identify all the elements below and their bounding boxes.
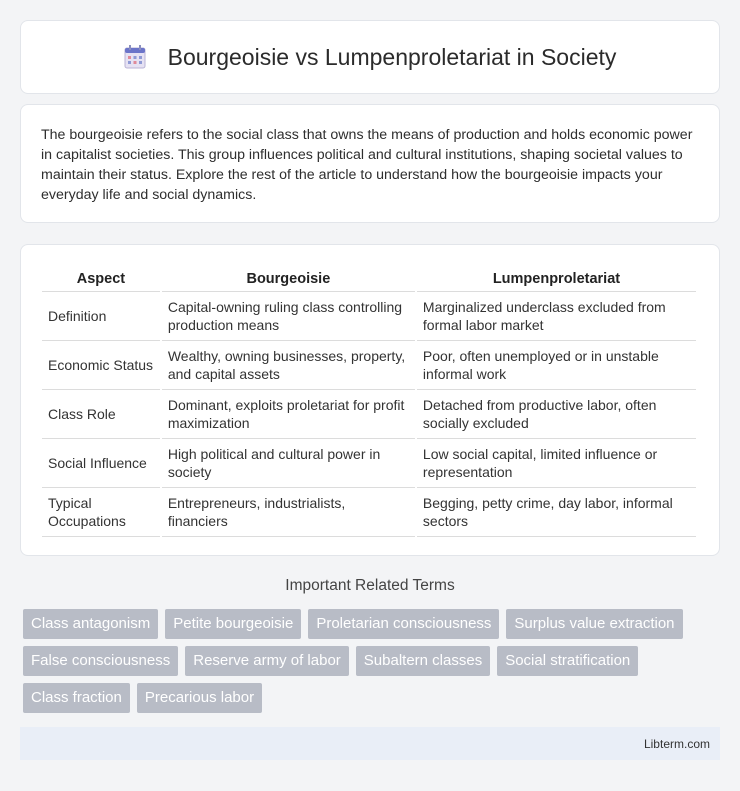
row-aspect: Definition [42,292,160,341]
footer-site-link[interactable]: Libterm.com [643,737,710,751]
tag-reserve-army-of-labor[interactable]: Reserve army of labor [185,646,349,676]
title-wrap [124,44,617,71]
tag-petite-bourgeoisie[interactable]: Petite bourgeoisie [165,609,301,639]
tag-precarious-labor[interactable]: Precarious labor [137,683,262,713]
row-lumpenproletariat: Detached from productive labor, often socially excluded [417,390,696,439]
table-row [42,488,696,537]
comparison-table-card [20,244,720,556]
tag-proletarian-consciousness[interactable]: Proletarian consciousness [308,609,499,639]
intro-card [20,104,720,223]
row-lumpenproletariat: Poor, often unemployed or in unstable informal work [417,341,696,390]
row-lumpenproletariat: Low social capital, limited influence or representation [417,439,696,488]
footer [20,727,720,760]
header-bourgeoisie: Bourgeoisie [162,265,415,292]
row-aspect: Typical Occupations [42,488,160,537]
row-lumpenproletariat: Marginalized underclass excluded from formal labor market [417,292,696,341]
row-bourgeoisie: High political and cultural power in society [162,439,415,488]
row-aspect: Social Influence [42,439,160,488]
row-bourgeoisie: Dominant, exploits proletariat for profit maximization [162,390,415,439]
table-header-row [42,265,696,292]
header-card [20,20,720,94]
row-lumpenproletariat: Begging, petty crime, day labor, informal sectors [417,488,696,537]
table-row [42,341,696,390]
header-lumpenproletariat: Lumpenproletariat [417,265,696,292]
intro-text: The bourgeoisie refers to the social class that owns the means of production and holds economic power in capitalist societies. This group influences political and cultural institutions, shaping societal values to maintain their status. Explore the rest of the article to understand how the bourgeoisie impacts your everyday life and social dynamics. [41,127,693,203]
tag-class-antagonism[interactable]: Class antagonism [23,609,158,639]
tag-surplus-value-extraction[interactable]: Surplus value extraction [506,609,682,639]
row-aspect: Class Role [42,390,160,439]
related-terms-title: Important Related Terms [285,577,455,594]
row-bourgeoisie: Entrepreneurs, industrialists, financiers [162,488,415,537]
table-row [42,292,696,341]
tag-subaltern-classes[interactable]: Subaltern classes [356,646,490,676]
table-row [42,390,696,439]
related-terms-tags [23,609,723,720]
tag-class-fraction[interactable]: Class fraction [23,683,130,713]
page-title: Bourgeoisie vs Lumpenproletariat in Society [167,43,617,70]
calendar-icon [124,45,146,69]
row-bourgeoisie: Wealthy, owning businesses, property, and capital assets [162,341,415,390]
tag-social-stratification[interactable]: Social stratification [497,646,638,676]
comparison-table [40,265,698,537]
row-aspect: Economic Status [42,341,160,390]
table-row [42,439,696,488]
row-bourgeoisie: Capital-owning ruling class controlling production means [162,292,415,341]
tag-false-consciousness[interactable]: False consciousness [23,646,178,676]
header-aspect: Aspect [42,265,160,292]
